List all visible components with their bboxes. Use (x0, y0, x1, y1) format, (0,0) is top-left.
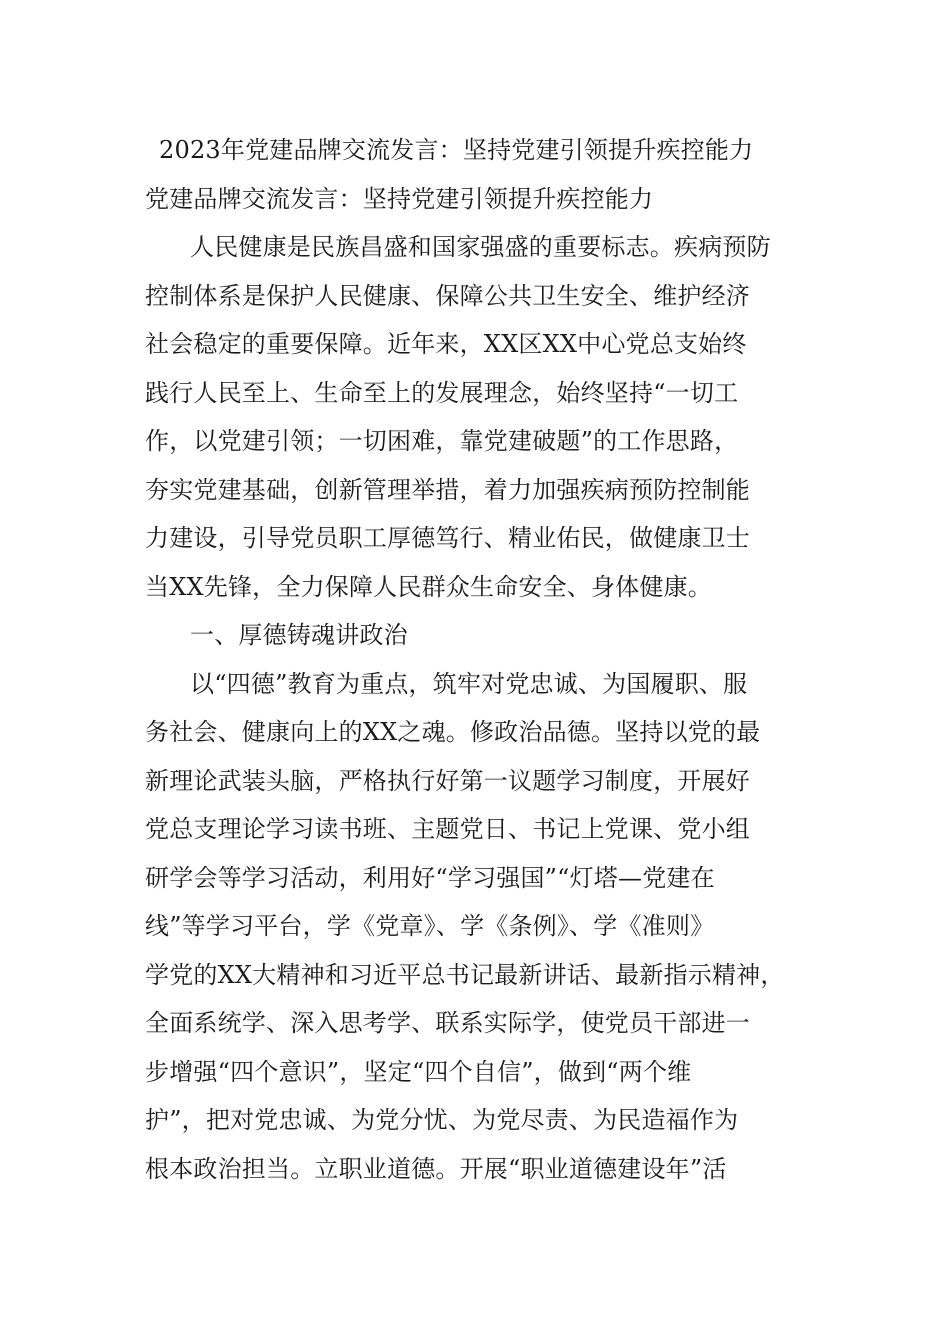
paragraph-1-line: 控制体系是保护人民健康、保障公共卫生安全、维护经济 (145, 281, 750, 310)
paragraph-2-line: 护”，把对党忠诚、为党分忧、为党尽责、为民造福作为 (145, 1106, 739, 1134)
paragraph-2-line: 研学会等学习活动，利用好“学习强国”“灯塔—党建在 (145, 863, 715, 892)
paragraph-2-line: 务社会、健康向上的XX之魂。修政治品德。坚持以党的最 (145, 718, 761, 746)
paragraph-1-line: 人民健康是民族昌盛和国家强盛的重要标志。疾病预防 (190, 233, 771, 261)
paragraph-2-line: 全面系统学、深入思考学、联系实际学，使党员干部进一 (145, 1009, 750, 1037)
paragraph-1-line: 社会稳定的重要保障。近年来，XX区XX中心党总支始终 (145, 330, 747, 358)
document-body (145, 126, 813, 1193)
paragraph-2-line: 学党的XX大精神和习近平总书记最新讲话、最新指示精神， (145, 960, 785, 989)
paragraph-1-line: 夯实党建基础，创新管理举措，着力加强疾病预防控制能 (145, 475, 750, 504)
paragraph-2-line: 以“四德”教育为重点，筑牢对党忠诚、为国履职、服 (190, 669, 748, 698)
paragraph-1-line: 当XX先锋，全力保障人民群众生命安全、身体健康。 (145, 572, 712, 601)
paragraph-1-line: 作，以党建引领；一切困难，靠党建破题”的工作思路， (145, 427, 739, 455)
paragraph-2-line: 线”等学习平台，学《党章》、学《条例》、学《准则》 (145, 912, 715, 940)
document-subtitle: 党建品牌交流发言：坚持党建引领提升疾控能力 (145, 184, 654, 213)
paragraph-1-line: 力建设，引导党员职工厚德笃行、精业佑民，做健康卫士 (145, 524, 750, 552)
paragraph-2-line: 新理论武装头脑，严格执行好第一议题学习制度，开展好 (145, 766, 750, 795)
section-heading: 一、厚德铸魂讲政治 (190, 621, 408, 649)
paragraph-2-line: 步增强“四个意识”，坚定“四个自信”，做到“两个维 (145, 1057, 692, 1086)
paragraph-2-line: 根本政治担当。立职业道德。开展“职业道德建设年”活 (145, 1154, 727, 1183)
paragraph-1-line: 践行人民至上、生命至上的发展理念，始终坚持“一切工 (145, 378, 739, 407)
paragraph-2-line: 党总支理论学习读书班、主题党日、书记上党课、党小组 (145, 815, 750, 843)
document-title: 2023年党建品牌交流发言：坚持党建引领提升疾控能力 (159, 136, 754, 164)
